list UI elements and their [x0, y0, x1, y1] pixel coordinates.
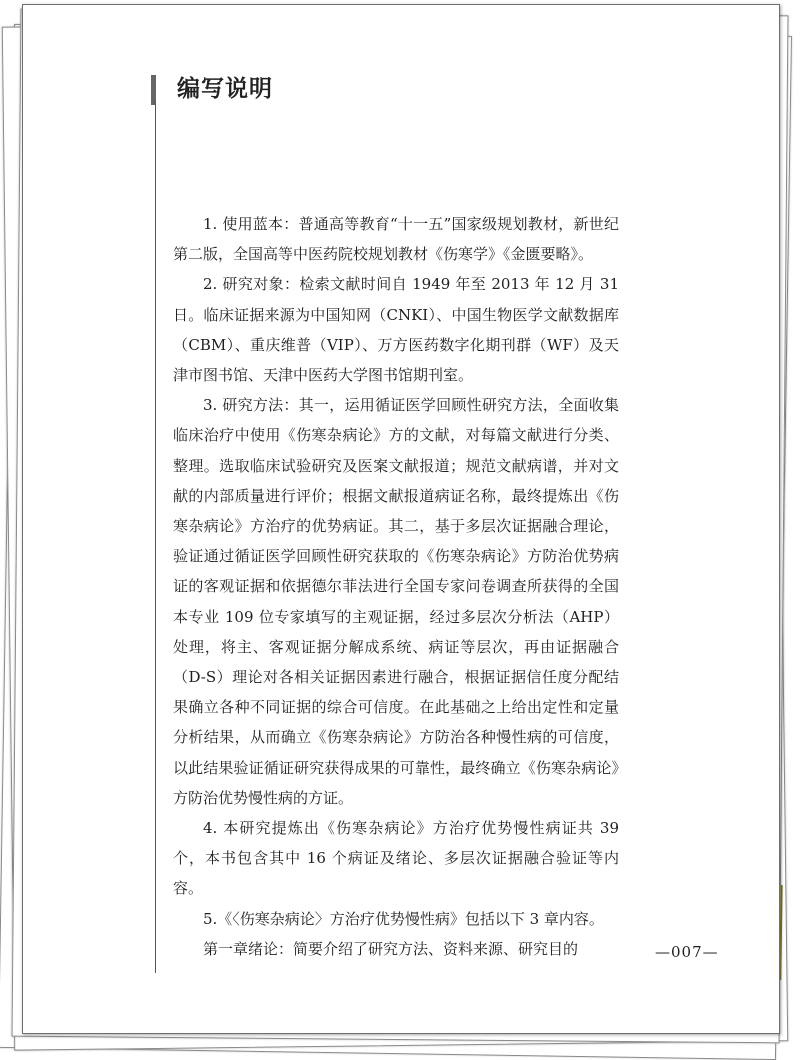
paragraph-chapters: 5.《〈伤寒杂病论〉方治疗优势慢性病》包括以下 3 章内容。	[203, 909, 604, 928]
paragraph-research-methods: 3. 研究方法：其一，运用循证医学回顾性研究方法，全面收集临床治疗中使用《伤寒杂病论》方的文献，对每篇文献进行分类、整理。选取临床试验研究及医案文献报道；规范文献病谱，并对文献的内部质量进行评价；根据文献报道病证名称，最终提炼出《伤寒杂病论》方治疗的优势病证。其二，基于多层次证据融合理论，验证通过循证医学回顾性研究获取的《伤寒杂病论》方防治优势病证的客观证据和依据德尔菲法进行全国专家问卷调查所获得的全国本专业 109 位专家填写的主观证据，经过多层次分析法（AHP）处理，将主、客观证据分解成系统、病证等层次，再由证据融合（D-S）理论对各相关证据因素进行融合，根据证据信任度分配结果确立各种不同证据的综合可信度。在此基础之上给出定性和定量分析结果，从而确立《伤寒杂病论》方防治各种慢性病的可信度，以此结果验证循证研究获得成果的可靠性，最终确立《伤寒杂病论》方防治优势慢性病的方证。	[173, 396, 619, 807]
body-text	[173, 209, 619, 964]
paragraph-usage-basis: 1. 使用蓝本：普通高等教育“十一五”国家级规划教材，新世纪第二版，全国高等中医药院校规划教材《伤寒学》《金匮要略》。	[173, 215, 619, 264]
page-number: —007—	[655, 943, 719, 961]
page-title: 编写说明	[177, 76, 273, 102]
margin-rule	[155, 101, 156, 973]
paragraph-chapter-one: 第一章绪论：简要介绍了研究方法、资料来源、研究目的	[203, 939, 579, 958]
paragraph-findings: 4. 本研究提炼出《伤寒杂病论》方治疗优势慢性病证共 39 个，本书包含其中 16 个病证及绪论、多层次证据融合验证等内容。	[173, 819, 619, 898]
front-page	[22, 4, 780, 1034]
paragraph-research-objects: 2. 研究对象：检索文献时间自 1949 年至 2013 年 12 月 31 日。临床证据来源为中国知网（CNKI）、中国生物医学文献数据库（CBM）、重庆维普（VIP）、万方医药数字化期刊群（WF）及天津市图书馆、天津中医药大学图书馆期刊室。	[173, 275, 619, 385]
